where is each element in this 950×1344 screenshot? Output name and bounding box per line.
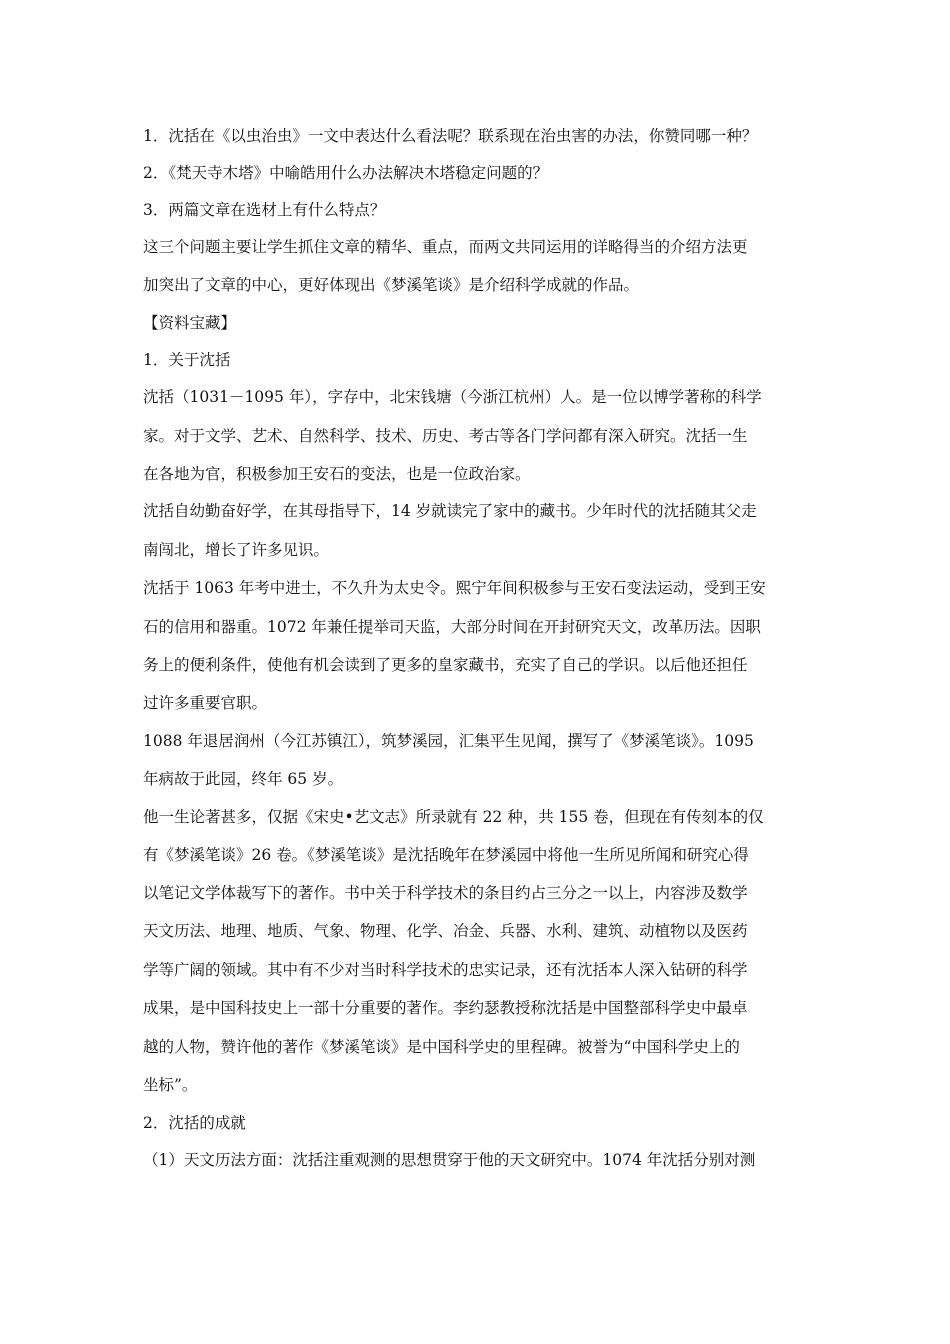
subsection-heading: 1．关于沈括 bbox=[143, 351, 231, 369]
paragraph-line: 这三个问题主要让学生抓住文章的精华、重点，而两文共同运用的详略得当的介绍方法更 bbox=[143, 238, 748, 256]
section-heading: 【资料宝藏】 bbox=[143, 314, 237, 332]
question-2: 2．《梵天寺木塔》中喻皓用什么办法解决木塔稳定问题的？ bbox=[143, 164, 549, 182]
paragraph-line: 南闯北，增长了许多见识。 bbox=[143, 541, 330, 559]
paragraph-line: 学等广阔的领域。其中有不少对当时科学技术的忠实记录，还有沈括本人深入钻研的科学 bbox=[143, 961, 748, 979]
paragraph-line: 沈括（1031－1095 年），字存中，北宋钱塘（今浙江杭州）人。是一位以博学著称的科学 bbox=[143, 388, 762, 406]
paragraph-line: 他一生论著甚多，仅据《宋史•艺文志》所录就有 22 种，共 155 卷，但现在有传刻本的仅 bbox=[143, 808, 764, 826]
paragraph-line: 坐标”。 bbox=[143, 1076, 198, 1094]
paragraph-line: 石的信用和器重。1072 年兼任提举司天监，大部分时间在开封研究天文，改革历法。因职 bbox=[143, 618, 761, 636]
question-1: 1．沈括在《以虫治虫》一文中表达什么看法呢？联系现在治虫害的办法，你赞同哪一种？ bbox=[143, 127, 758, 145]
paragraph-line: 年病故于此园，终年 65 岁。 bbox=[143, 770, 344, 788]
paragraph-line: 沈括于 1063 年考中进士，不久升为太史令。熙宁年间积极参与王安石变法运动，受到王安 bbox=[143, 579, 766, 597]
paragraph-line: 加突出了文章的中心，更好体现出《梦溪笔谈》是介绍科学成就的作品。 bbox=[143, 276, 640, 294]
paragraph-line: 越的人物，赞许他的著作《梦溪笔谈》是中国科学史的里程碑。被誉为“中国科学史上的 bbox=[143, 1038, 740, 1056]
paragraph-line: 有《梦溪笔谈》26 卷。《梦溪笔谈》是沈括晚年在梦溪园中将他一生所见所闻和研究心得 bbox=[143, 846, 749, 864]
subsection-heading: 2．沈括的成就 bbox=[143, 1114, 246, 1132]
question-3: 3．两篇文章在选材上有什么特点？ bbox=[143, 201, 386, 219]
paragraph-line: 家。对于文学、艺术、自然科学、技术、历史、考古等各门学问都有深入研究。沈括一生 bbox=[143, 427, 748, 445]
paragraph-line: （1）天文历法方面：沈括注重观测的思想贯穿于他的天文研究中。1074 年沈括分别对测 bbox=[143, 1151, 756, 1169]
paragraph-line: 以笔记文学体裁写下的著作。书中关于科学技术的条目约占三分之一以上，内容涉及数学 bbox=[143, 884, 748, 902]
paragraph-line: 务上的便利条件，使他有机会读到了更多的皇家藏书，充实了自己的学识。以后他还担任 bbox=[143, 656, 748, 674]
paragraph-line: 沈括自幼勤奋好学，在其母指导下，14 岁就读完了家中的藏书。少年时代的沈括随其父走 bbox=[143, 502, 757, 520]
paragraph-line: 在各地为官，积极参加王安石的变法，也是一位政治家。 bbox=[143, 465, 531, 483]
paragraph-line: 天文历法、地理、地质、气象、物理、化学、冶金、兵器、水利、建筑、动植物以及医药 bbox=[143, 922, 748, 940]
paragraph-line: 过许多重要官职。 bbox=[143, 694, 268, 712]
paragraph-line: 1088 年退居润州（今江苏镇江），筑梦溪园，汇集平生见闻，撰写了《梦溪笔谈》。1095 bbox=[143, 732, 754, 750]
paragraph-line: 成果，是中国科技史上一部十分重要的著作。李约瑟教授称沈括是中国整部科学史中最卓 bbox=[143, 999, 748, 1017]
